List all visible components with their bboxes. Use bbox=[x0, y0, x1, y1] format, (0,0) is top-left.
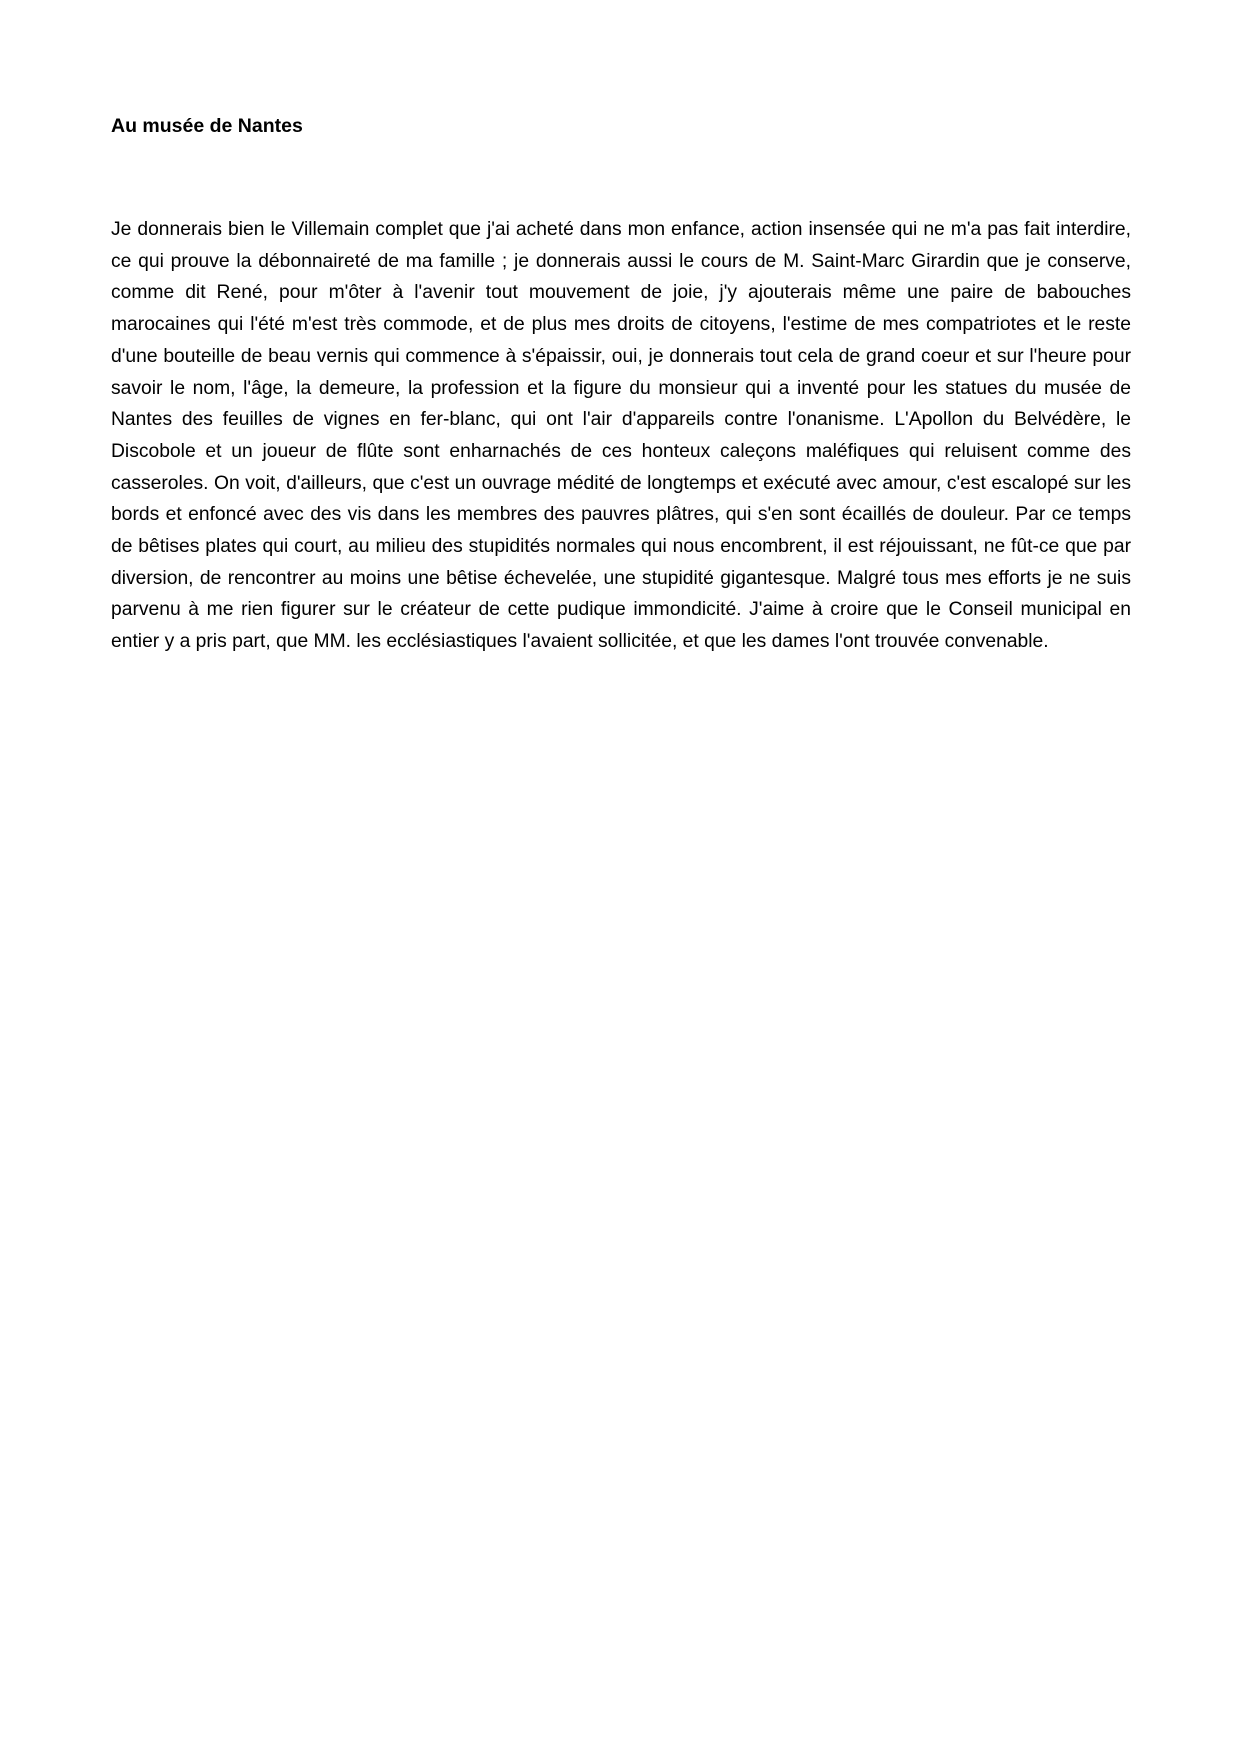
body-paragraph: Je donnerais bien le Villemain complet que j'ai acheté dans mon enfance, action insensée qui ne m'a pas fait interdire, ce qui prouve la débonnaireté de ma famille ; je donnerais aussi le cours de M. Saint-Marc Girardin que je conserve, comme dit René, pour m'ôter à l'avenir tout mouvement de joie, j'y ajouterais même une paire de babouches marocaines qui l'été m'est très commode, et de plus mes droits de citoyens, l'estime de mes compatriotes et le reste d'une bouteille de beau vernis qui commence à s'épaissir, oui, je donnerais tout cela de grand coeur et sur l'heure pour savoir le nom, l'âge, la demeure, la profession et la figure du monsieur qui a inventé pour les statues du musée de Nantes des feuilles de vignes en fer-blanc, qui ont l'air d'appareils contre l'onanisme. L'Apollon du Belvédère, le Discobole et un joueur de flûte sont enharnachés de ces honteux caleçons maléfiques qui reluisent comme des casseroles. On voit, d'ailleurs, que c'est un ouvrage médité de longtemps et exécuté avec amour, c'est escalopé sur les bords et enfoncé avec des vis dans les membres des pauvres plâtres, qui s'en sont écaillés de douleur. Par ce temps de bêtises plates qui court, au milieu des stupidités normales qui nous encombrent, il est réjouissant, ne fût-ce que par diversion, de rencontrer au moins une bêtise échevelée, une stupidité gigantesque. Malgré tous mes efforts je ne suis parvenu à me rien figurer sur le créateur de cette pudique immondicité. J'aime à croire que le Conseil municipal en entier y a pris part, que MM. les ecclésiastiques l'avaient sollicitée, et que les dames l'ont trouvée convenable. bbox=[111, 219, 1131, 653]
document-title: Au musée de Nantes bbox=[111, 115, 303, 137]
